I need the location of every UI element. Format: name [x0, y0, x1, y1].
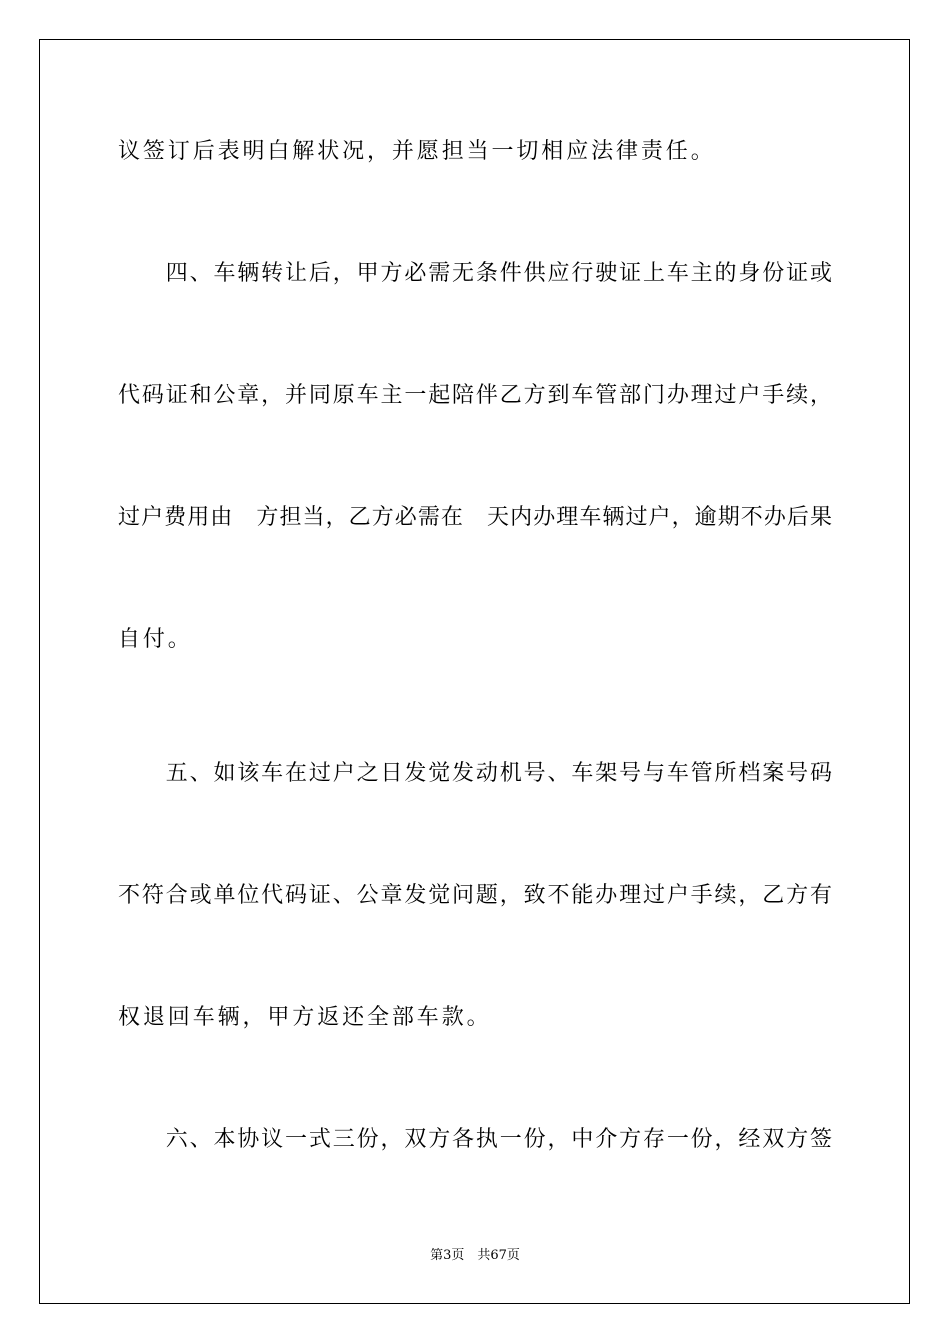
body-line-8: 权退回车辆，甲方返还全部车款。	[118, 1005, 492, 1030]
page-border	[39, 39, 910, 1304]
body-line-1: 议签订后表明白解状况，并愿担当一切相应法律责任。	[118, 139, 716, 164]
body-line-6: 五、如该车在过户之日发觉发动机号、车架号与车管所档案号码	[118, 761, 832, 786]
page-number-footer: 第3页 共67页	[430, 1248, 520, 1263]
body-line-3: 代码证和公章，并同原车主一起陪伴乙方到车管部门办理过户手续，	[118, 383, 832, 408]
body-line-9: 六、本协议一式三份，双方各执一份，中介方存一份，经双方签	[118, 1127, 832, 1152]
body-line-7: 不符合或单位代码证、公章发觉问题，致不能办理过户手续，乙方有	[118, 883, 832, 908]
body-line-2: 四、车辆转让后，甲方必需无条件供应行驶证上车主的身份证或	[118, 261, 832, 286]
body-line-4: 过户费用由 方担当，乙方必需在 天内办理车辆过户，逾期不办后果	[118, 505, 832, 530]
body-line-5: 自付。	[118, 627, 193, 652]
